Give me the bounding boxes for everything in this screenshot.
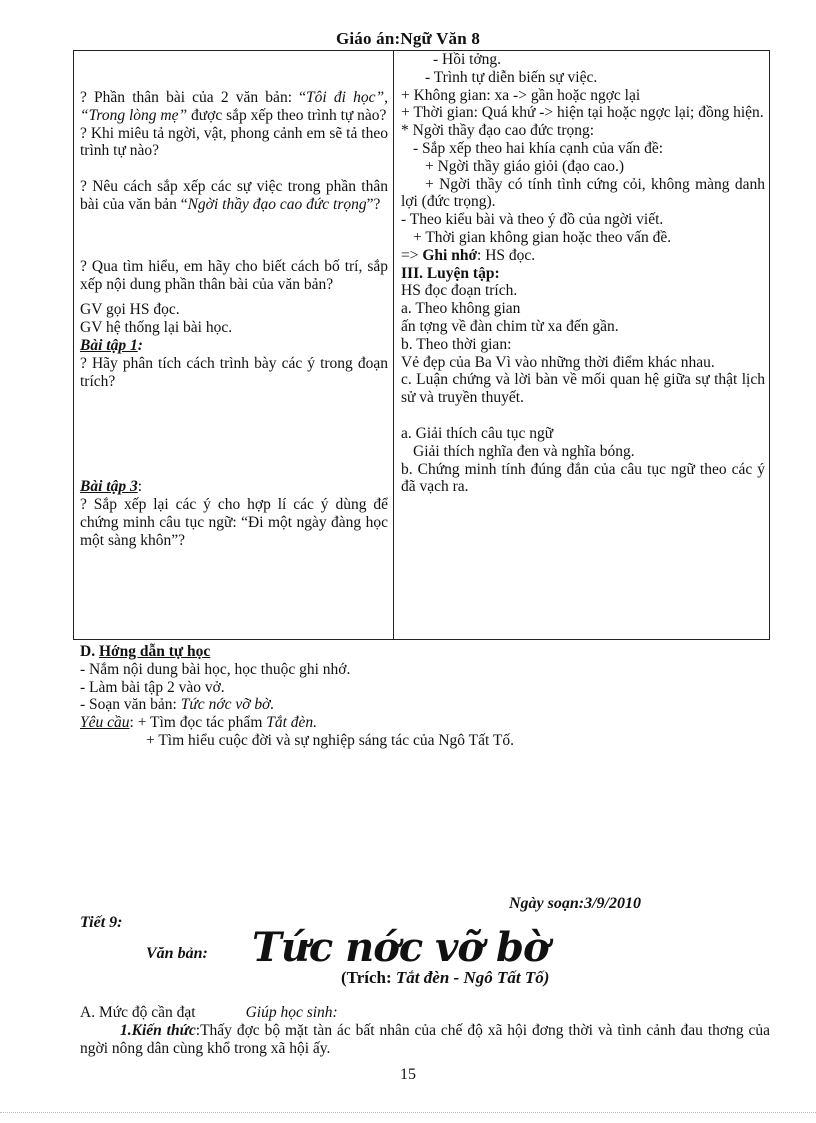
question-description-order: ? Khi miêu tả ngời, vật, phong cảnh em sẽ tả theo trình tự nào? — [80, 124, 388, 160]
answer-line: + Thời gian: Quá khứ -> hiện tại hoặc ngợc lại; đồng hiện. — [401, 104, 764, 122]
answer-line: Giải thích nghĩa đen và nghĩa bóng. — [413, 442, 635, 460]
knowledge-goal: 1.Kiến thức:Thấy đợc bộ mặt tàn ác bất nhân của chế độ xã hội đơng thời và tình cảnh đau thơng của ngời nông dân cùng khổ trong xã hội ấy. — [80, 1021, 770, 1057]
lesson-period: Tiết 9: — [80, 914, 123, 931]
guide-item: - Soạn văn bản: Tức nớc vỡ bờ. — [80, 696, 275, 714]
guide-requirement: Yêu cầu: + Tìm đọc tác phẩm Tắt đèn. — [80, 714, 318, 732]
question-body-order: ? Phần thân bài của 2 văn bản: “Tôi đi học”, “Trong lòng mẹ” được sắp xếp theo trình tự nào? — [80, 89, 388, 124]
page-number: 15 — [400, 1066, 416, 1083]
footer-rule — [0, 1112, 816, 1113]
text-label: Văn bản: — [146, 945, 208, 962]
lesson-goals — [80, 1004, 770, 1057]
answer-line: Vẻ đẹp của Ba Vì vào những thời điểm khác nhau. — [401, 353, 715, 371]
answer-line: + Ngời thầy giáo giỏi (đạo cao.) — [425, 157, 625, 175]
teacher-questions-column — [80, 51, 388, 550]
exercise-3-heading: Bài tập 3: — [80, 478, 143, 496]
exercise-1-heading: Bài tập 1: — [80, 336, 143, 354]
guide-item: + Tìm hiểu cuộc đời và sự nghiệp sáng tác của Ngô Tất Tố. — [146, 731, 514, 749]
teacher-note-summary: GV hệ thống lại bài học. — [80, 319, 233, 337]
summary-note: => Ghi nhớ: HS đọc. — [401, 246, 536, 264]
excerpt-source: (Trích: Tắt đèn - Ngô Tất Tố) — [341, 968, 550, 987]
column-divider — [393, 51, 394, 639]
question-event-order: ? Nêu cách sắp xếp các sự việc trong phần thân bài của văn bản “Ngời thầy đạo cao đức trọng”? — [80, 178, 388, 213]
answer-line: HS đọc đoạn trích. — [401, 282, 518, 300]
answer-line: b. Theo thời gian: — [401, 335, 512, 353]
answer-line: * Ngời thầy đạo cao đức trọng: — [401, 122, 595, 140]
answer-line: a. Giải thích câu tục ngữ — [401, 424, 554, 442]
answer-line: + Ngời thầy có tính tình cứng cỏi, không màng danh lợi (đức trọng). — [401, 175, 765, 211]
answer-line: ấn tợng về đàn chim từ xa đến gần. — [401, 317, 619, 335]
self-study-guide — [80, 643, 770, 750]
answers-column — [401, 51, 765, 496]
lesson-title: Tức nớc vỡ bờ — [252, 924, 549, 971]
teacher-note-read: GV gọi HS đọc. — [80, 301, 180, 319]
goal-line: A. Mức độ cần đạt Giúp học sinh: — [80, 1004, 338, 1021]
exercise-3-question: ? Sắp xếp lại các ý cho hợp lí các ý dùng để chứng minh câu tục ngữ: “Đi một ngày đàng học một sàng khôn”? — [80, 496, 388, 549]
answer-line: b. Chứng minh tính đúng đắn của câu tục ngữ theo các ý đã vạch ra. — [401, 460, 765, 496]
guide-heading: D. Hớng dẫn tự học — [80, 643, 211, 660]
question-arrangement: ? Qua tìm hiểu, em hãy cho biết cách bố trí, sắp xếp nội dung phần thân bài của văn bản? — [80, 257, 388, 293]
answer-line: - Trình tự diễn biến sự việc. — [425, 68, 598, 86]
prep-date: Ngày soạn:3/9/2010 — [509, 895, 641, 912]
answer-line: - Theo kiểu bài và theo ý đồ của ngời viết. — [401, 211, 664, 229]
answer-line: + Thời gian không gian hoặc theo vấn đề. — [413, 228, 672, 246]
answer-line: - Sắp xếp theo hai khía cạnh của vấn đề: — [413, 139, 664, 157]
practice-heading: III. Luyện tập: — [401, 264, 500, 282]
guide-item: - Nắm nội dung bài học, học thuộc ghi nhớ. — [80, 660, 351, 678]
answer-line: a. Theo không gian — [401, 300, 521, 318]
lesson-table — [73, 50, 770, 640]
answer-line: + Không gian: xa -> gần hoặc ngợc lại — [401, 86, 641, 104]
exercise-1-question: ? Hãy phân tích cách trình bày các ý trong đoạn trích? — [80, 354, 388, 390]
answer-line: - Hồi tởng. — [433, 51, 502, 68]
guide-item: - Làm bài tập 2 vào vở. — [80, 678, 225, 696]
page-header: Giáo án:Ngữ Văn 8 — [335, 29, 481, 48]
answer-line: c. Luận chứng và lời bàn về mối quan hệ giữa sự thật lịch sử và truyền thuyết. — [401, 371, 765, 407]
